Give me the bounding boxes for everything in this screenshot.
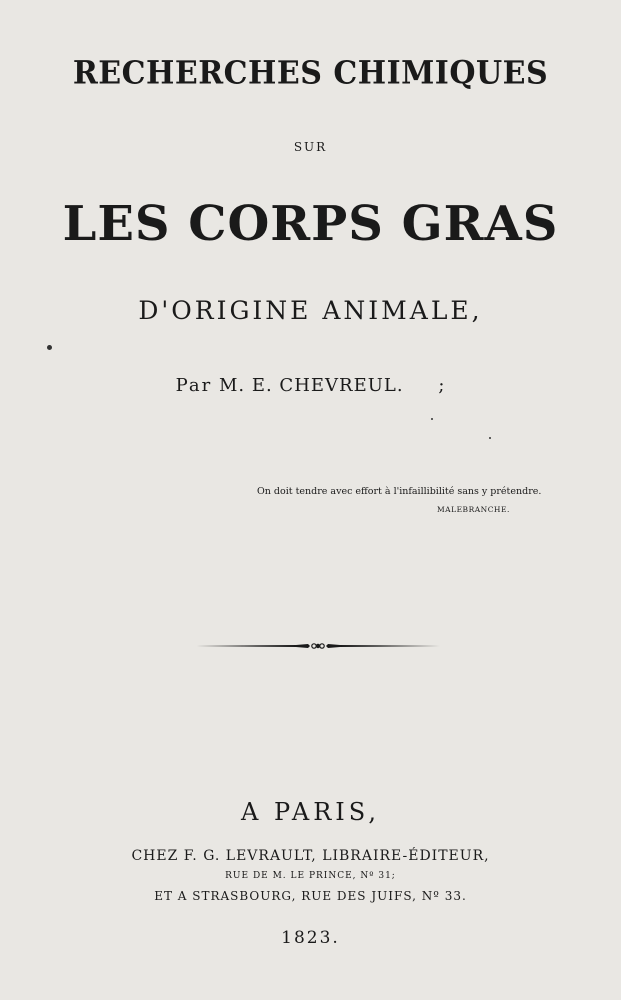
author-name: M. E. CHEVREUL.	[218, 375, 404, 396]
epigraph: On doit tendre avec effort à l'infaillibilité sans y prétendre.	[257, 486, 542, 497]
publisher: CHEZ F. G. LEVRAULT, LIBRAIRE-ÉDITEUR,	[131, 848, 490, 864]
author-suffix: ;	[438, 375, 446, 396]
subtitle: D'ORIGINE ANIMALE,	[138, 296, 483, 325]
ornamental-rule-icon	[196, 638, 440, 654]
author-line	[0, 375, 621, 396]
author-prefix: Par	[175, 375, 213, 396]
title-line-1: RECHERCHES CHIMIQUES	[72, 55, 549, 92]
address-strasbourg: ET A STRASBOURG, RUE DES JUIFS, Nº 33.	[154, 889, 467, 903]
ink-speck	[47, 345, 52, 350]
city: A PARIS,	[240, 798, 380, 826]
ink-speck	[431, 418, 433, 420]
title-line-2: LES CORPS GRAS	[62, 196, 559, 252]
address-paris: RUE DE M. LE PRINCE, Nº 31;	[225, 871, 396, 881]
title-connector: SUR	[293, 140, 328, 154]
ink-speck	[489, 437, 491, 439]
epigraph-author: MALEBRANCHE.	[437, 505, 510, 514]
publication-year: 1823.	[281, 928, 340, 948]
